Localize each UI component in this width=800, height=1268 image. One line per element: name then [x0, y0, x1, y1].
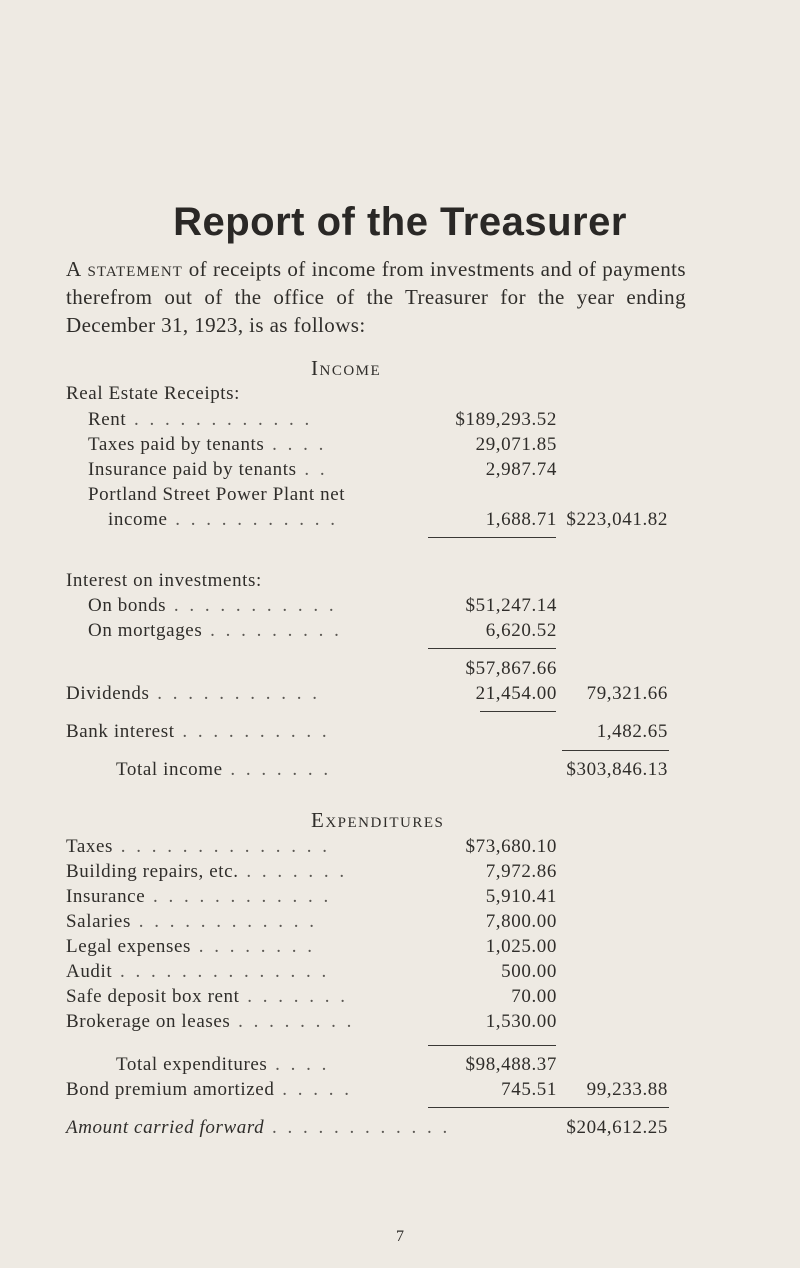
- carried-forward-row: [0, 1115, 800, 1141]
- real-estate-total: $223,041.82: [566, 509, 668, 530]
- expenditure-amount: 5,910.41: [485, 886, 557, 907]
- rule-carried-forward: [428, 1107, 669, 1108]
- bank-interest-total: 1,482.65: [596, 721, 668, 742]
- expenditure-label: Audit: [66, 961, 113, 982]
- expenditure-amount: 1,530.00: [485, 1011, 557, 1032]
- expenditure-label: Building repairs, etc.: [66, 861, 239, 882]
- expenditure-amount: $73,680.10: [465, 836, 557, 857]
- taxes-tenants-label: Taxes paid by tenants: [88, 434, 265, 455]
- rule-interest: [428, 648, 556, 649]
- interest-row: [0, 568, 800, 594]
- expenditure-label: Legal expenses: [66, 936, 191, 957]
- expenditure-label: Taxes: [66, 836, 114, 857]
- interest-dividends-total: 79,321.66: [586, 683, 668, 704]
- expenditure-label: Safe deposit box rent: [66, 986, 240, 1007]
- expenditure-row: [0, 909, 800, 935]
- expenditure-dots: . . . . . . . . . . . .: [145, 886, 332, 907]
- rule-income-total: [562, 750, 669, 751]
- expenditure-dots: . . . . . . .: [239, 986, 349, 1007]
- portland-label-line1: Portland Street Power Plant net: [88, 484, 346, 505]
- bank-interest-label: Bank interest: [66, 721, 175, 742]
- expenditure-dots: . . . . . . . . . . . . . .: [112, 961, 330, 982]
- rent-dots: . . . . . . . . . . . .: [126, 409, 313, 430]
- carried-forward-total: $204,612.25: [566, 1117, 668, 1138]
- carried-forward-label: Amount carried forward: [66, 1117, 265, 1138]
- rule-real-estate: [428, 537, 556, 538]
- insurance-tenants-amount: 2,987.74: [485, 459, 557, 480]
- rent-row: [0, 407, 800, 433]
- portland-amount: 1,688.71: [485, 509, 557, 530]
- expenditure-amount: 7,972.86: [485, 861, 557, 882]
- bond-premium-dots: . . . . .: [274, 1079, 352, 1100]
- insurance-tenants-label: Insurance paid by tenants: [88, 459, 297, 480]
- bonds-label: On bonds: [88, 595, 167, 616]
- carried-forward-dots: . . . . . . . . . . . .: [264, 1117, 451, 1138]
- expenditure-dots: . . . . . . .: [238, 861, 348, 882]
- expenditures-total: 99,233.88: [586, 1079, 668, 1100]
- bond-premium-label: Bond premium amortized: [66, 1079, 275, 1100]
- dividends-row: [0, 681, 800, 707]
- bonds-dots: . . . . . . . . . . .: [166, 595, 337, 616]
- interest-label: Interest on investments:: [66, 570, 262, 591]
- expenditure-amount: 7,800.00: [485, 911, 557, 932]
- page-title: Report of the Treasurer: [173, 200, 627, 244]
- expenditure-row: [0, 1009, 800, 1035]
- intro-paragraph: [66, 255, 686, 339]
- total-expenditures-label: Total expenditures: [116, 1054, 268, 1075]
- expenditure-row: [0, 934, 800, 960]
- expenditure-amount: 1,025.00: [485, 936, 557, 957]
- total-income-label: Total income: [116, 759, 223, 780]
- rule-dividends: [480, 711, 556, 712]
- interest-subtotal: $57,867.66: [465, 658, 557, 679]
- expenditure-amount: 70.00: [511, 986, 557, 1007]
- dividends-label: Dividends: [66, 683, 150, 704]
- bond-premium-amount: 745.51: [501, 1079, 557, 1100]
- insurance-tenants-dots: . .: [296, 459, 328, 480]
- mortgages-row: [0, 618, 800, 644]
- total-expenditures-amount: $98,488.37: [465, 1054, 557, 1075]
- expenditure-label: Insurance: [66, 886, 146, 907]
- expenditure-amount: 500.00: [501, 961, 557, 982]
- intro-text: of receipts of income from investments and of payments therefrom out of the office of the Treasurer for the year ending December 31, 1923, is as follows:: [66, 257, 686, 337]
- expenditure-row: [0, 834, 800, 860]
- bank-interest-dots: . . . . . . . . . .: [174, 721, 330, 742]
- portland-label: income: [108, 509, 168, 530]
- rule-expenditures: [428, 1045, 556, 1046]
- total-income-value: $303,846.13: [566, 759, 668, 780]
- total-income-dots: . . . . . . .: [222, 759, 332, 780]
- expenditure-label: Brokerage on leases: [66, 1011, 231, 1032]
- total-income-row: [0, 757, 800, 783]
- expenditure-dots: . . . . . . . . . . . . . .: [113, 836, 331, 857]
- rent-label: Rent: [88, 409, 127, 430]
- insurance-tenants-row: [0, 457, 800, 483]
- bonds-row: [0, 593, 800, 619]
- portland-dots: . . . . . . . . . . .: [167, 509, 339, 530]
- bond-premium-row: [0, 1077, 800, 1103]
- mortgages-label: On mortgages: [88, 620, 203, 641]
- expenditure-row: [0, 959, 800, 985]
- income-heading: Income: [311, 356, 382, 380]
- mortgages-amount: 6,620.52: [485, 620, 557, 641]
- expenditures-heading: Expenditures: [311, 808, 445, 832]
- taxes-tenants-row: [0, 432, 800, 458]
- taxes-tenants-dots: . . . .: [264, 434, 327, 455]
- expenditure-dots: . . . . . . . . . . . .: [130, 911, 317, 932]
- expenditure-row: [0, 984, 800, 1010]
- expenditure-dots: . . . . . . . .: [191, 936, 315, 957]
- intro-lead: A statement: [66, 257, 183, 281]
- portland-row: [0, 507, 800, 533]
- dividends-dots: . . . . . . . . . . .: [149, 683, 321, 704]
- rent-amount: $189,293.52: [455, 409, 557, 430]
- expenditure-label: Salaries: [66, 911, 131, 932]
- bonds-amount: $51,247.14: [465, 595, 557, 616]
- expenditure-dots: . . . . . . . .: [230, 1011, 355, 1032]
- dividends-amount: 21,454.00: [475, 683, 557, 704]
- real-estate-label: Real Estate Receipts:: [66, 383, 241, 404]
- expenditure-row: [0, 884, 800, 910]
- total-expenditures-dots: . . . .: [267, 1054, 330, 1075]
- interest-subtotal-row: [0, 656, 800, 682]
- taxes-tenants-amount: 29,071.85: [475, 434, 557, 455]
- total-expenditures-row: [0, 1052, 800, 1078]
- page-number: 7: [396, 1228, 404, 1245]
- real-estate-row: [0, 381, 800, 407]
- bank-interest-row: [0, 719, 800, 745]
- expenditure-row: [0, 859, 800, 885]
- mortgages-dots: . . . . . . . . .: [202, 620, 342, 641]
- portland-row-line1: [0, 482, 800, 508]
